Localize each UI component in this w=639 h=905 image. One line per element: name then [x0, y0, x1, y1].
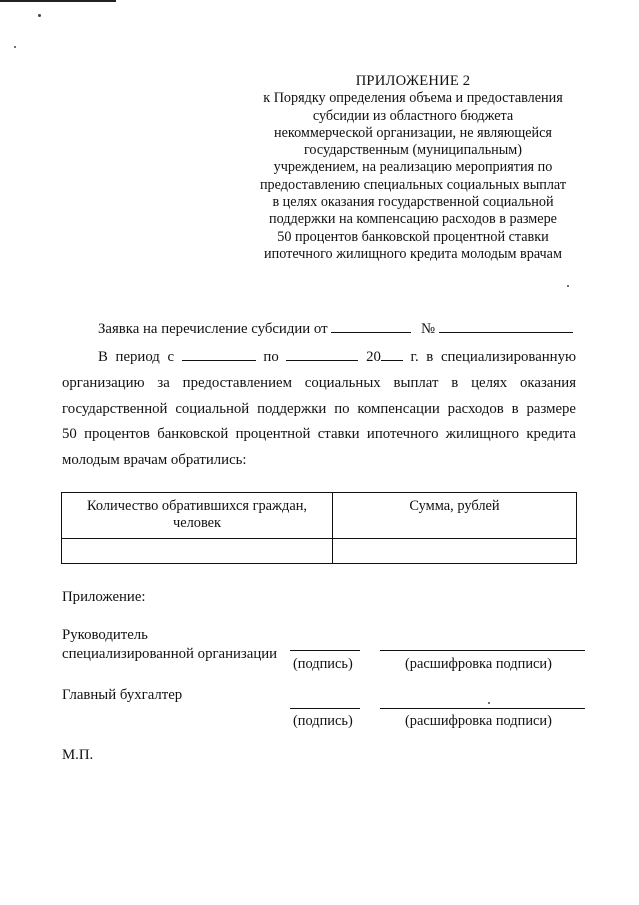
paragraph-line: 50 процентов банковской процентной ставки ипотечного жилищного кредита — [62, 426, 576, 442]
paragraph-line: государственной социальной поддержки по компенсации расходов в размере — [62, 401, 576, 417]
table-header-count: Количество обратившихся граждан, человек — [62, 493, 333, 539]
table-cell-amount[interactable] — [333, 539, 577, 564]
appendix-line: учреждением, на реализацию мероприятия по — [273, 159, 553, 176]
period-from-blank[interactable] — [182, 346, 256, 361]
head-decoding-line[interactable] — [380, 650, 585, 651]
appendix-header — [248, 73, 578, 263]
appendix-line: к Порядку определения объема и предоставления — [263, 90, 563, 107]
accountant-signature-line[interactable] — [290, 708, 360, 709]
period-to-label: по — [263, 349, 279, 365]
appendix-line: в целях оказания государственной социальной — [272, 194, 554, 211]
accountant-decoding-line[interactable] — [380, 708, 585, 709]
appendix-line: поддержки на компенсацию расходов в размере — [269, 211, 557, 228]
accountant-signature-caption: (подпись) — [293, 713, 353, 729]
appendix-line: государственным (муниципальным) — [303, 142, 523, 159]
appendix-line: некоммерческой организации, не являющейся — [274, 124, 552, 141]
period-to-blank[interactable] — [286, 346, 358, 361]
head-decoding-caption: (расшифровка подписи) — [405, 656, 552, 672]
appendix-line: ипотечного жилищного кредита молодым врачам — [264, 245, 562, 262]
paragraph-line: организацию за предоставлением социальных выплат в целях оказания — [62, 375, 576, 391]
table-header-row — [62, 493, 577, 539]
scan-edge-mark — [0, 0, 116, 2]
table-header-amount: Сумма, рублей — [333, 493, 577, 539]
table-row — [62, 539, 577, 564]
head-title-line2: специализированной организации — [62, 646, 278, 662]
period-tail: г. в специализированную — [410, 349, 577, 365]
paragraph-last-line: молодым врачам обратились: — [62, 452, 247, 468]
scan-speck — [488, 702, 490, 704]
scan-speck — [14, 46, 16, 48]
request-line — [98, 318, 573, 338]
subsidy-table — [61, 492, 577, 564]
scan-speck — [38, 14, 41, 17]
head-signature-line[interactable] — [290, 650, 360, 651]
appendix-line: 50 процентов банковской процентной ставки — [277, 228, 549, 245]
request-date-blank[interactable] — [331, 318, 411, 333]
attachment-label: Приложение: — [62, 589, 146, 605]
appendix-title: ПРИЛОЖЕНИЕ 2 — [355, 73, 471, 89]
request-number-blank[interactable] — [439, 318, 573, 333]
stamp-place-label: М.П. — [62, 747, 94, 763]
appendix-line: субсидии из областного бюджета — [312, 107, 514, 124]
year-prefix: 20 — [366, 349, 381, 365]
head-title-line1: Руководитель — [62, 627, 148, 643]
accountant-decoding-caption: (расшифровка подписи) — [405, 713, 552, 729]
scan-speck — [567, 285, 569, 287]
period-line — [98, 346, 576, 366]
period-from-label: В период с — [98, 349, 175, 365]
table-cell-count[interactable] — [62, 539, 333, 564]
request-label: Заявка на перечисление субсидии от — [98, 321, 328, 337]
year-blank[interactable] — [381, 346, 403, 361]
accountant-title: Главный бухгалтер — [62, 687, 183, 703]
head-signature-caption: (подпись) — [293, 656, 353, 672]
number-sign: № — [421, 321, 436, 337]
appendix-line: предоставлению специальных социальных выплат — [259, 176, 567, 193]
